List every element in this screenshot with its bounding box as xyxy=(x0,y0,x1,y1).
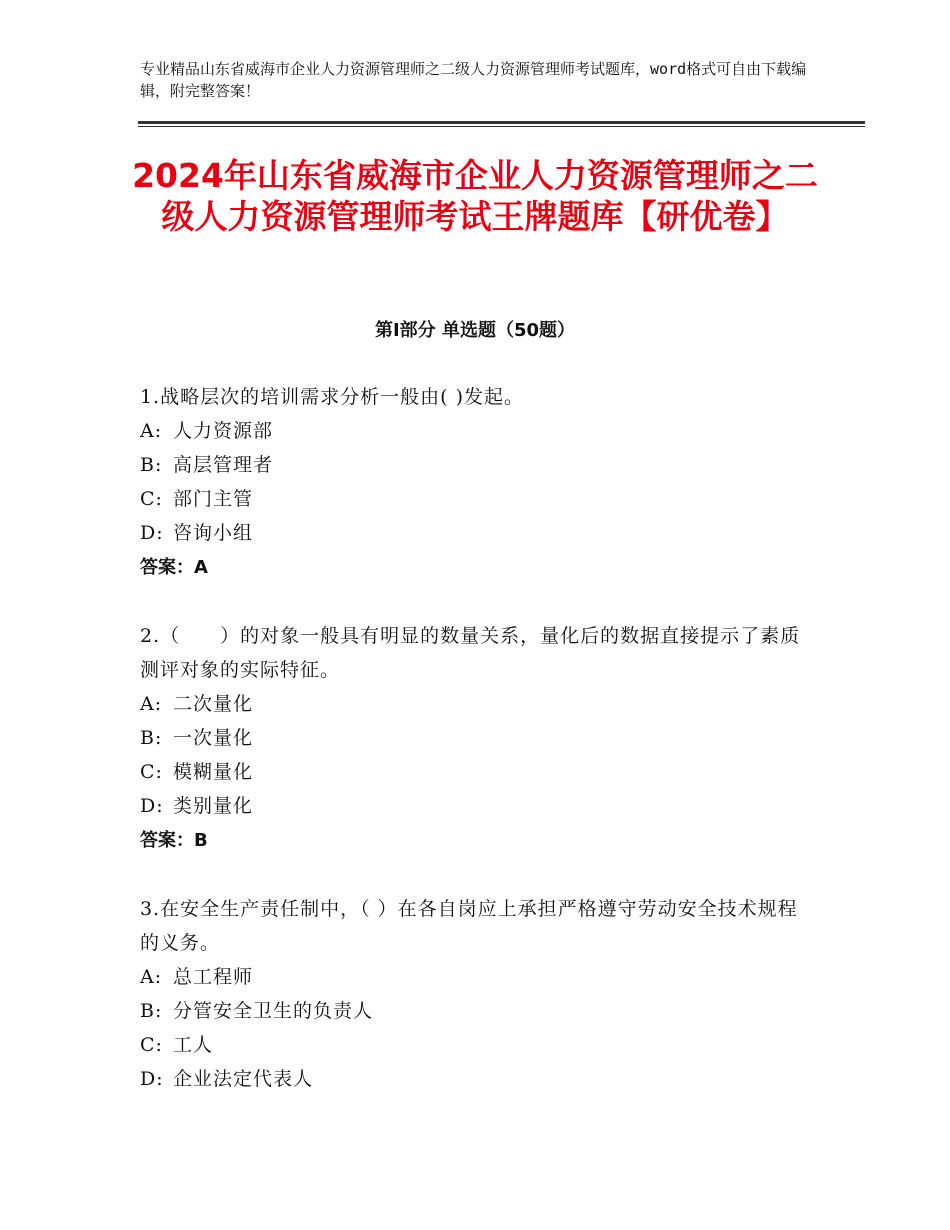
option-text: 人力资源部 xyxy=(173,420,274,442)
option-label: D: xyxy=(140,1068,164,1090)
header-rule-thick xyxy=(138,121,865,124)
option-label: D: xyxy=(140,522,164,544)
answer-prefix: 答案： xyxy=(140,557,194,578)
option-c xyxy=(140,755,810,789)
option-d xyxy=(140,1062,810,1096)
question-1 xyxy=(140,380,810,586)
option-text: 一次量化 xyxy=(173,727,254,749)
question-stem: 1.战略层次的培训需求分析一般由( )发起。 xyxy=(140,386,524,408)
option-label: C: xyxy=(140,488,163,510)
header-note: 专业精品山东省威海市企业人力资源管理师之二级人力资源管理师考试题库，word格式可自由下载编辑，附完整答案！ xyxy=(140,60,807,100)
option-label: A: xyxy=(140,420,163,442)
option-text: 企业法定代表人 xyxy=(173,1068,314,1090)
option-a xyxy=(140,960,810,994)
answer-line xyxy=(140,550,810,586)
option-text: 工人 xyxy=(173,1034,214,1056)
option-text: 高层管理者 xyxy=(173,454,274,476)
option-label: A: xyxy=(140,693,163,715)
option-label: B: xyxy=(140,727,163,749)
option-label: A: xyxy=(140,966,163,988)
option-b xyxy=(140,994,810,1028)
document-title: 2024年山东省威海市企业人力资源管理师之二级人力资源管理师考试王牌题库【研优卷】 xyxy=(132,156,818,236)
answer-line xyxy=(140,823,810,859)
option-text: 二次量化 xyxy=(173,693,254,715)
answer-prefix: 答案： xyxy=(140,830,194,851)
option-a xyxy=(140,414,810,448)
option-label: D: xyxy=(140,795,164,817)
option-text: 总工程师 xyxy=(173,966,254,988)
option-label: B: xyxy=(140,1000,163,1022)
option-text: 类别量化 xyxy=(173,795,254,817)
option-label: C: xyxy=(140,1034,163,1056)
section-heading: 第Ⅰ部分 单选题（50题） xyxy=(374,320,575,341)
header-rule-thin xyxy=(138,126,865,127)
option-b xyxy=(140,721,810,755)
option-d xyxy=(140,516,810,550)
option-text: 分管安全卫生的负责人 xyxy=(173,1000,374,1022)
question-2 xyxy=(140,619,810,859)
answer-value: B xyxy=(194,830,208,851)
option-c xyxy=(140,1028,810,1062)
option-text: 模糊量化 xyxy=(173,761,254,783)
option-c xyxy=(140,482,810,516)
answer-value: A xyxy=(194,557,208,578)
question-3 xyxy=(140,892,810,1096)
option-a xyxy=(140,687,810,721)
option-d xyxy=(140,789,810,823)
option-label: C: xyxy=(140,761,163,783)
option-text: 部门主管 xyxy=(173,488,254,510)
option-label: B: xyxy=(140,454,163,476)
question-stem: 3.在安全生产责任制中，（ ）在各自岗应上承担严格遵守劳动安全技术规程的义务。 xyxy=(140,898,798,954)
option-text: 咨询小组 xyxy=(173,522,254,544)
option-b xyxy=(140,448,810,482)
question-stem: 2.（ ）的对象一般具有明显的数量关系，量化后的数据直接提示了素质测评对象的实际特征。 xyxy=(140,625,801,681)
